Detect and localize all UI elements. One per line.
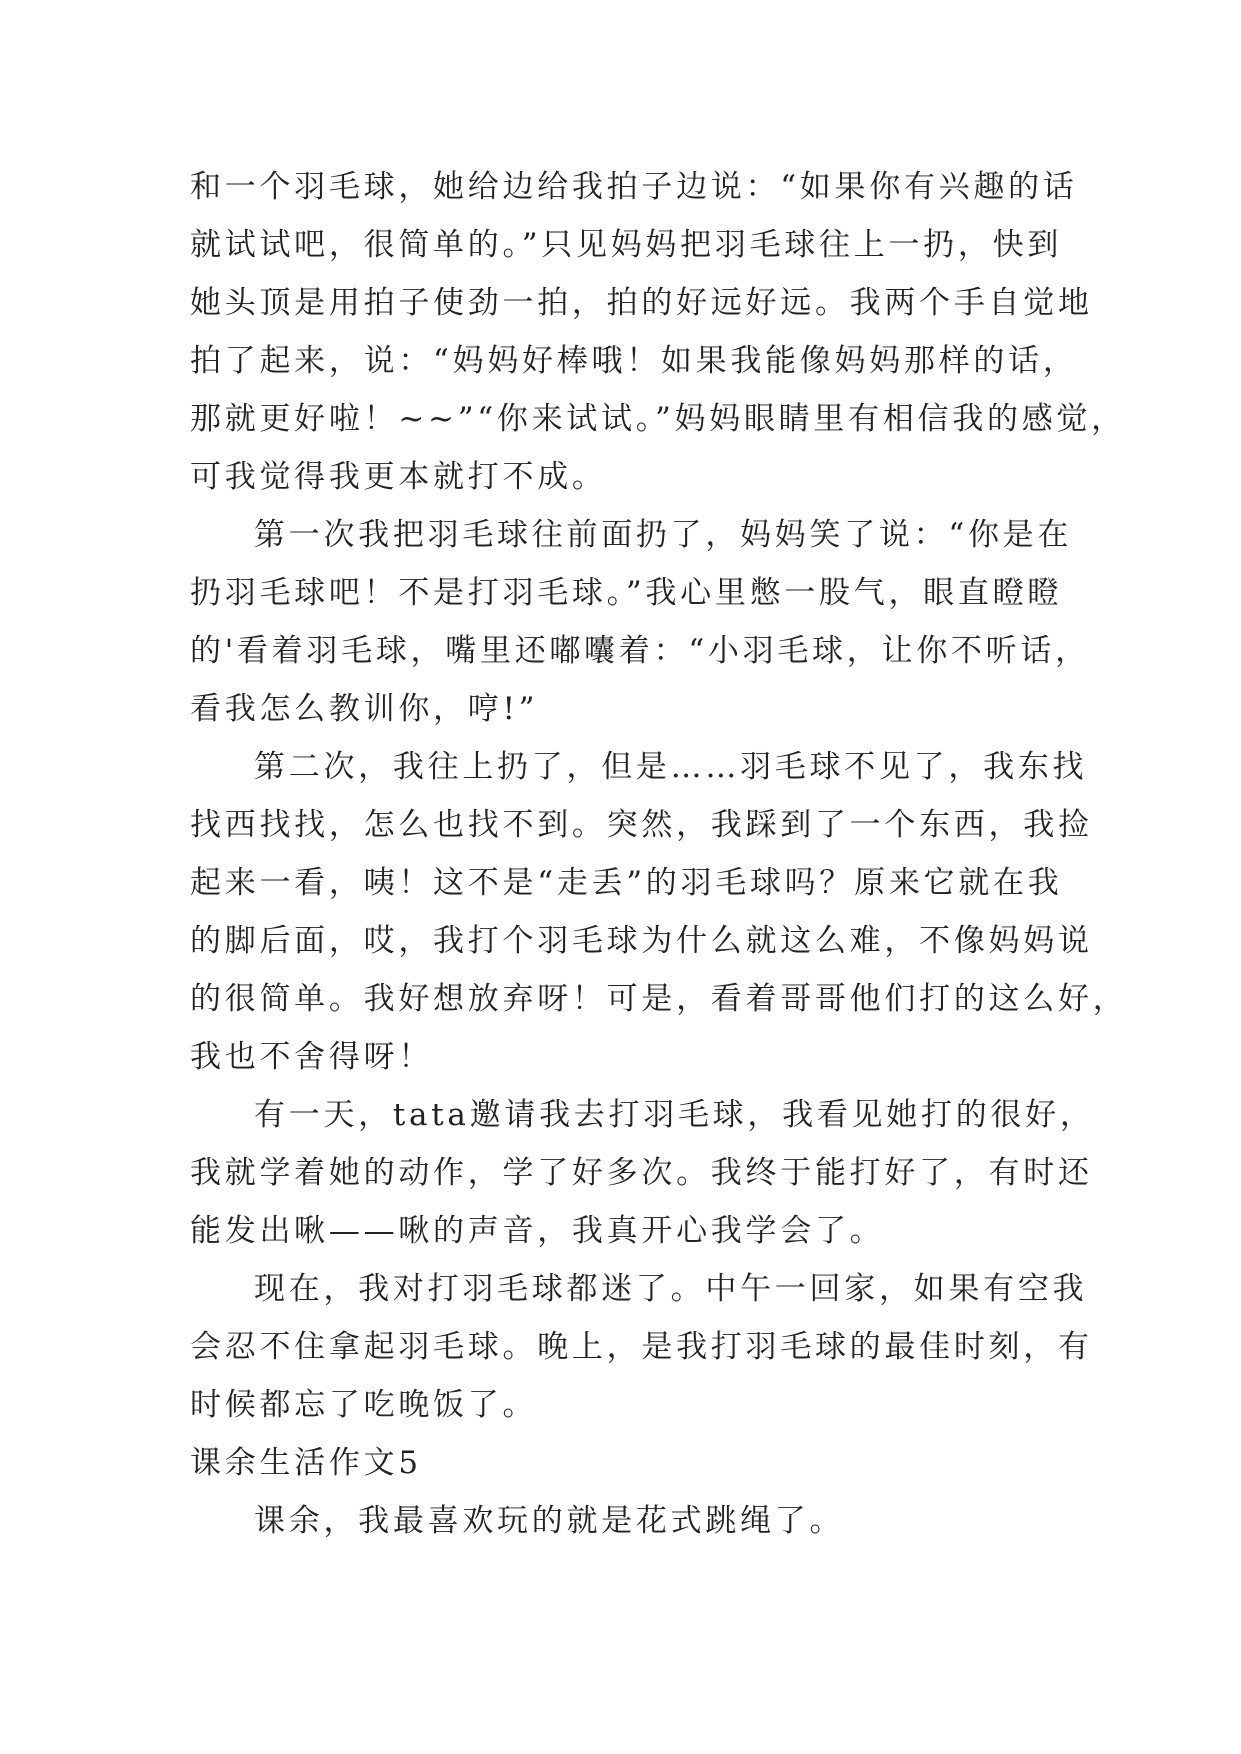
text-line: 可我觉得我更本就打不成。 (190, 459, 607, 495)
text-line: 扔羽毛球吧！不是打羽毛球。”我心里憋一股气，眼直瞪瞪 (190, 575, 1063, 611)
essay-body (190, 158, 1128, 1550)
paragraph-start-line: 现在，我对打羽毛球都迷了。中午一回家，如果有空我 (254, 1271, 1088, 1307)
text-line: 能发出啾——啾的声音，我真开心我学会了。 (190, 1213, 885, 1249)
paragraph-start-line: 课余，我最喜欢玩的就是花式跳绳了。 (254, 1503, 845, 1539)
text-line: 她头顶是用拍子使劲一拍，拍的好远好远。我两个手自觉地 (190, 285, 1093, 321)
text-line: 那就更好啦！~~”“你来试试。”妈妈眼睛里有相信我的感觉， (190, 401, 1126, 437)
text-line: 的很简单。我好想放弃呀！可是，看着哥哥他们打的这么好， (190, 981, 1128, 1017)
paragraph-start-line: 有一天，tata邀请我去打羽毛球，我看见她打的很好， (254, 1097, 1095, 1133)
text-line: 起来一看，咦！这不是“走丢”的羽毛球吗？原来它就在我 (190, 865, 1063, 901)
section-heading: 课余生活作文5 (190, 1445, 422, 1481)
paragraph-start-line: 第一次我把羽毛球往前面扔了，妈妈笑了说：“你是在 (254, 517, 1073, 553)
text-line: 和一个羽毛球，她给边给我拍子边说：“如果你有兴趣的话 (190, 169, 1078, 205)
text-line: 我也不舍得呀！ (190, 1039, 434, 1075)
text-line: 找西找找，怎么也找不到。突然，我踩到了一个东西，我捡 (190, 807, 1093, 843)
text-line: 我就学着她的动作，学了好多次。我终于能打好了，有时还 (190, 1155, 1093, 1191)
text-line: 会忍不住拿起羽毛球。晚上，是我打羽毛球的最佳时刻，有 (190, 1329, 1093, 1365)
text-line: 就试试吧，很简单的。”只见妈妈把羽毛球往上一扔，快到 (190, 227, 1063, 263)
text-line: 拍了起来，说：“妈妈好棒哦！如果我能像妈妈那样的话， (190, 343, 1078, 379)
text-line: 看我怎么教训你，哼!” (190, 691, 539, 727)
text-line: 的'看着羽毛球，嘴里还嘟囔着：“小羽毛球，让你不听话， (190, 633, 1090, 669)
text-line: 时候都忘了吃晚饭了。 (190, 1387, 538, 1423)
text-line: 的脚后面，哎，我打个羽毛球为什么就这么难，不像妈妈说 (190, 923, 1093, 959)
paragraph-start-line: 第二次，我往上扔了，但是……羽毛球不见了，我东找 (254, 749, 1088, 785)
